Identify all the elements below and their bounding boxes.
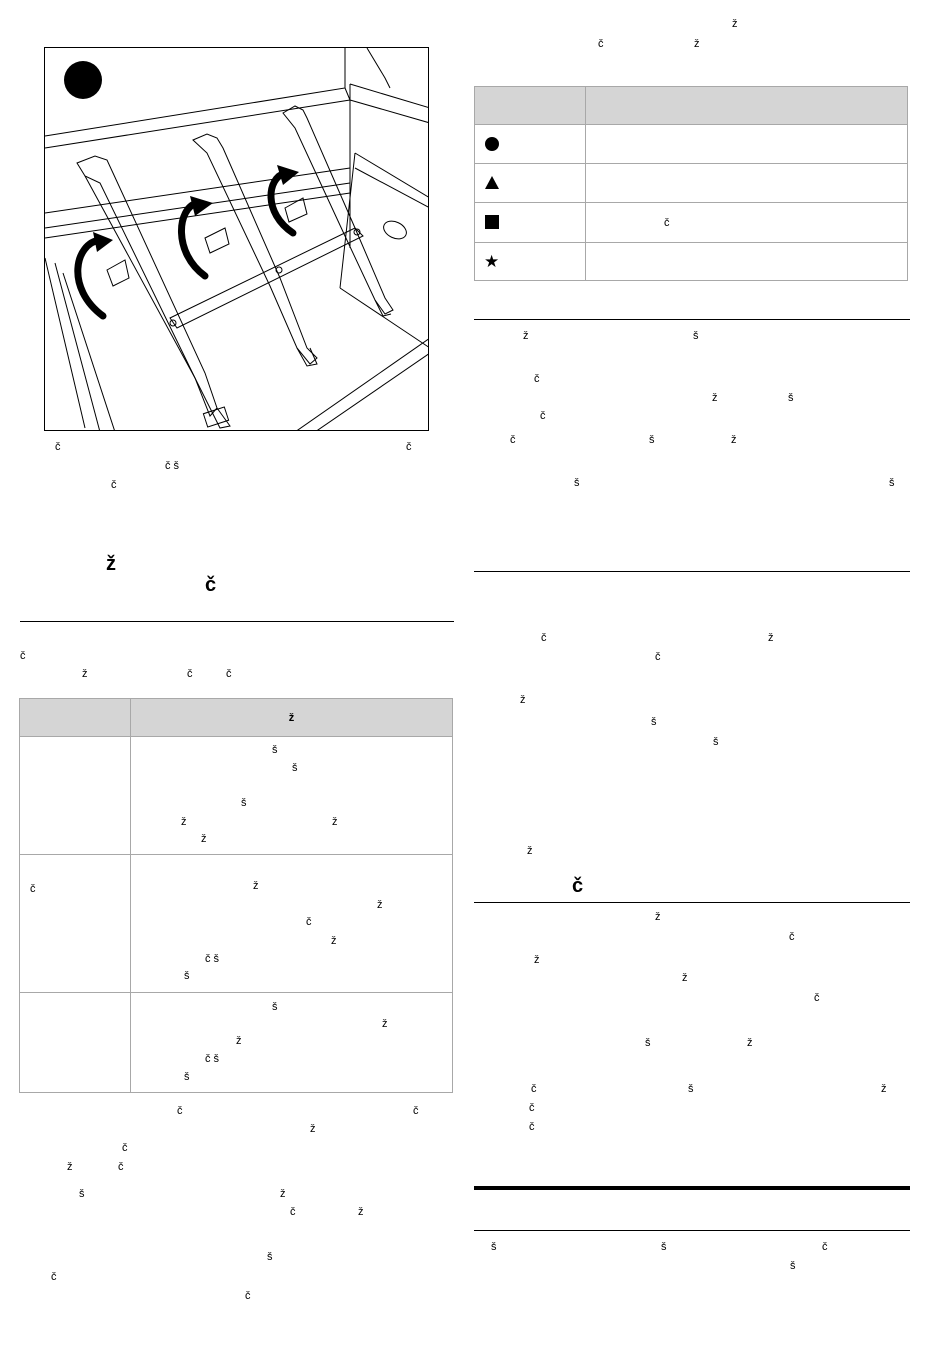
text-glyph: č (30, 883, 36, 895)
section-divider (474, 902, 910, 903)
text-glyph: č (598, 38, 604, 50)
text-glyph: ž (310, 1123, 316, 1135)
table-header-col2 (586, 87, 908, 125)
text-glyph: č (290, 1206, 296, 1218)
text-glyph: ž (747, 1037, 753, 1049)
text-glyph: š (79, 1188, 85, 1200)
table-row (20, 855, 453, 993)
text-glyph: š (688, 1083, 694, 1095)
heading-glyph: č (572, 875, 584, 897)
text-glyph: ž (523, 330, 529, 342)
table-row (475, 125, 908, 164)
step-marker-circle (64, 61, 102, 99)
text-glyph: ž (236, 1035, 242, 1047)
text-glyph: č (20, 650, 26, 662)
text-glyph: č (118, 1161, 124, 1173)
text-glyph: ž (82, 668, 88, 680)
text-glyph: č (534, 373, 540, 385)
text-glyph: ž (253, 880, 259, 892)
text-glyph: ž (682, 972, 688, 984)
text-glyph: č (531, 1083, 537, 1095)
text-glyph: č (306, 916, 312, 928)
text-glyph: ž (382, 1018, 388, 1030)
text-glyph: č š (205, 953, 220, 965)
text-glyph: ž (331, 935, 337, 947)
text-glyph: č (51, 1271, 57, 1283)
text-glyph: č (814, 992, 820, 1004)
text-glyph: ž (655, 911, 661, 923)
section-divider (474, 1230, 910, 1231)
star-icon: ★ (484, 251, 500, 271)
text-glyph: ž (201, 833, 207, 845)
text-glyph: č š (165, 460, 180, 472)
heading-glyph: ž (106, 553, 116, 575)
text-glyph: č (177, 1105, 183, 1117)
text-glyph: č (187, 668, 193, 680)
section-divider (474, 571, 910, 572)
text-glyph: č (540, 410, 546, 422)
text-glyph: č (122, 1142, 128, 1154)
troubleshooting-table (19, 698, 453, 1093)
text-glyph: č (529, 1121, 535, 1133)
text-glyph: č (655, 651, 661, 663)
table-row (20, 737, 453, 855)
text-glyph: č (111, 479, 117, 491)
text-glyph: ž (712, 392, 718, 404)
table-row (475, 243, 908, 281)
text-glyph: š (184, 970, 190, 982)
section-divider-thick (474, 1186, 910, 1190)
text-glyph: č (822, 1241, 828, 1253)
text-glyph: š (184, 1071, 190, 1083)
text-glyph: ž (358, 1206, 364, 1218)
symbol-legend-table (474, 86, 908, 281)
text-glyph: ž (377, 899, 383, 911)
text-glyph: č (55, 441, 61, 453)
text-glyph: č š (205, 1053, 220, 1065)
text-glyph: š (241, 797, 247, 809)
text-glyph: š (651, 716, 657, 728)
text-glyph: ž (694, 38, 700, 50)
square-icon (485, 215, 499, 229)
text-glyph: ž (520, 694, 526, 706)
table-header-col1 (20, 699, 131, 737)
triangle-icon (485, 176, 499, 189)
text-glyph: š (790, 1260, 796, 1272)
text-glyph: š (788, 392, 794, 404)
text-glyph: č (510, 434, 516, 446)
text-glyph: š (645, 1037, 651, 1049)
text-glyph: ž (280, 1188, 286, 1200)
text-glyph: š (292, 762, 298, 774)
text-glyph: š (693, 330, 699, 342)
burner-tubes-illustration (45, 48, 429, 431)
text-glyph: ž (768, 632, 774, 644)
table-row (475, 203, 908, 243)
text-glyph: ž (527, 845, 533, 857)
text-glyph: č (245, 1290, 251, 1302)
text-glyph: ž (534, 954, 540, 966)
text-glyph: ž (731, 434, 737, 446)
text-glyph: š (267, 1251, 273, 1263)
text-glyph: ž (881, 1083, 887, 1095)
table-header-col2: ž (131, 699, 453, 737)
text-glyph: š (649, 434, 655, 446)
text-glyph: č (664, 216, 670, 229)
table-row (475, 164, 908, 203)
text-glyph: ž (732, 18, 738, 30)
section-divider (474, 319, 910, 320)
table-header-col1 (475, 87, 586, 125)
text-glyph: č (529, 1102, 535, 1114)
text-glyph: š (491, 1241, 497, 1253)
text-glyph: č (789, 931, 795, 943)
text-glyph: š (272, 1001, 278, 1013)
text-glyph: ž (181, 816, 187, 828)
text-glyph: š (661, 1241, 667, 1253)
section-divider (20, 621, 454, 622)
text-glyph: š (713, 736, 719, 748)
text-glyph: š (889, 477, 895, 489)
heading-glyph: č (205, 574, 217, 596)
text-glyph: ž (332, 816, 338, 828)
text-glyph: č (541, 632, 547, 644)
text-glyph: š (272, 744, 278, 756)
text-glyph: ž (67, 1161, 73, 1173)
text-glyph: č (226, 668, 232, 680)
text-glyph: š (574, 477, 580, 489)
text-glyph: č (406, 441, 412, 453)
burner-figure (44, 47, 429, 431)
text-glyph: č (413, 1105, 419, 1117)
circle-icon (485, 137, 499, 151)
